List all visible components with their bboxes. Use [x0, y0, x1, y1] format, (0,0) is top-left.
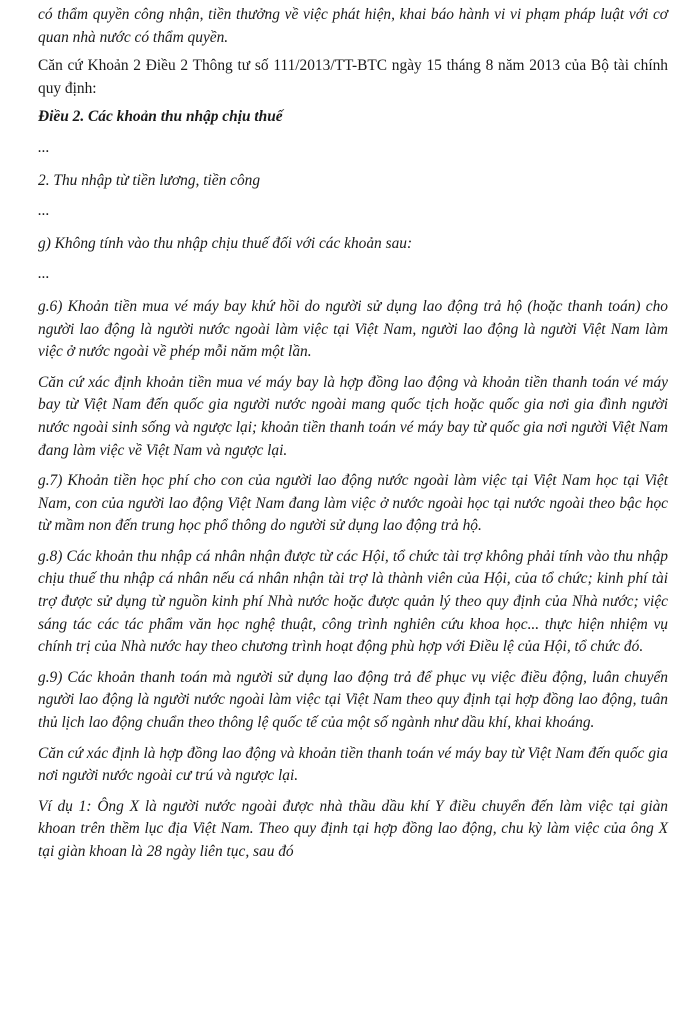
article-heading: Điều 2. Các khoản thu nhập chịu thuế: [38, 108, 283, 126]
paragraph-g6-basis: Căn cứ xác định khoản tiền mua vé máy bay là hợp đồng lao động và khoản tiền thanh toán vé máy bay từ Việt Nam đến quốc gia người nước ngoài mang quốc tịch hoặc quốc gia nơi gia đình người nước ngoài sinh sống và ngược lại; khoản tiền thanh toán vé máy bay từ quốc gia nơi người Việt Nam đang làm việc về Việt Nam và ngược lại.: [38, 373, 668, 459]
ellipsis-2: ...: [38, 202, 50, 220]
subclause-heading: g) Không tính vào thu nhập chịu thuế đối với các khoản sau:: [38, 234, 413, 252]
paragraph-legal-basis: Căn cứ Khoản 2 Điều 2 Thông tư số 111/2013/TT-BTC ngày 15 tháng 8 năm 2013 của Bộ tài chính quy định:: [38, 57, 668, 97]
paragraph-g8: g.8) Các khoản thu nhập cá nhân nhận được từ các Hội, tổ chức tài trợ không phải tính vào thu nhập chịu thuế thu nhập cá nhân nếu cá nhân nhận tài trợ là thành viên của Hội, của tổ chức; kinh phí tài trợ được sử dụng từ nguồn kinh phí Nhà nước hoặc được quản lý theo quy định của Nhà nước; việc sáng tác các tác phẩm văn học nghệ thuật, công trình nghiên cứu khoa học... thực hiện nhiệm vụ chính trị của Nhà nước hay theo chương trình hoạt động phù hợp với Điều lệ của Hội, tổ chức đó.: [38, 547, 668, 656]
paragraph-g6: g.6) Khoản tiền mua vé máy bay khứ hồi do người sử dụng lao động trả hộ (hoặc thanh toán) cho người lao động là người nước ngoài làm việc tại Việt Nam, người lao động là người Việt Nam làm việc ở nước ngoài về phép mỗi năm một lần.: [38, 297, 668, 361]
paragraph-intro-continuation: có thẩm quyền công nhận, tiền thưởng về việc phát hiện, khai báo hành vi vi phạm pháp luật với cơ quan nhà nước có thẩm quyền.: [38, 6, 668, 46]
paragraph-example-1: Ví dụ 1: Ông X là người nước ngoài được nhà thầu dầu khí Y điều chuyển đến làm việc tại giàn khoan trên thềm lục địa Việt Nam. Theo quy định tại hợp đồng lao động, chu kỳ làm việc của ông X tại giàn khoan là 28 ngày liên tục, sau đó: [38, 797, 668, 860]
ellipsis-3: ...: [38, 265, 50, 283]
clause-heading: 2. Thu nhập từ tiền lương, tiền công: [38, 171, 261, 189]
paragraph-g9-basis: Căn cứ xác định là hợp đồng lao động và khoản tiền thanh toán vé máy bay từ Việt Nam đến quốc gia nơi người nước ngoài cư trú và ngược lại.: [38, 744, 668, 785]
paragraph-g9: g.9) Các khoản thanh toán mà người sử dụng lao động trả để phục vụ việc điều động, luân chuyển người lao động là người nước ngoài làm việc tại Việt Nam theo quy định tại hợp đồng lao động, tuân thủ lịch lao động chuẩn theo thông lệ quốc tế của một số ngành như dầu khí, khai khoáng.: [38, 668, 668, 732]
ellipsis-1: ...: [38, 138, 50, 156]
paragraph-g7: g.7) Khoản tiền học phí cho con của người lao động nước ngoài làm việc tại Việt Nam học tại Việt Nam, con của người lao động Việt Nam đang làm việc ở nước ngoài học tại nước ngoài theo bậc học từ mầm non đến trung học phổ thông do người sử dụng lao động trả hộ.: [38, 472, 668, 535]
